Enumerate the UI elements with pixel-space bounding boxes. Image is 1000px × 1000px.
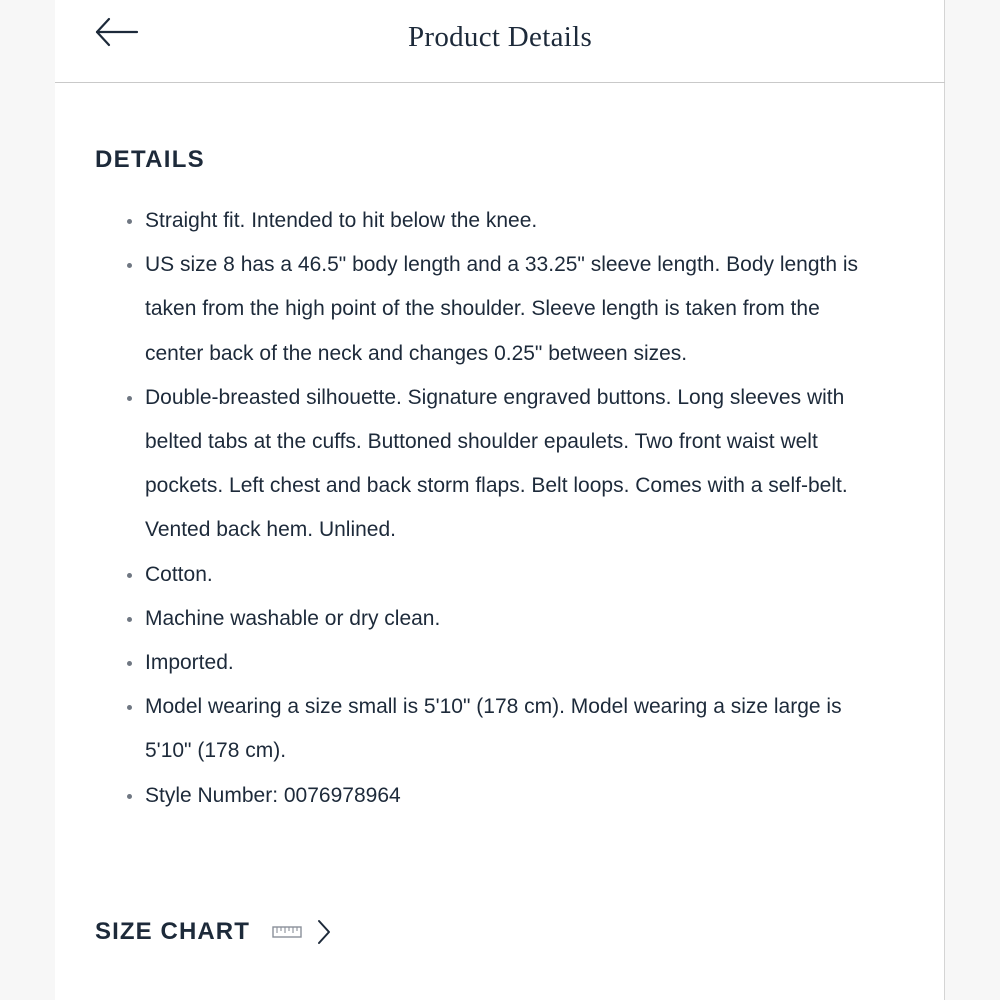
chevron-right-icon bbox=[316, 919, 332, 945]
product-details-panel bbox=[55, 0, 945, 1000]
list-item: Machine washable or dry clean. bbox=[127, 597, 867, 641]
header bbox=[55, 0, 945, 83]
size-chart-link[interactable] bbox=[95, 918, 332, 946]
list-item: Straight fit. Intended to hit below the knee. bbox=[127, 199, 867, 243]
list-item: Double-breasted silhouette. Signature engraved buttons. Long sleeves with belted tabs at the cuffs. Buttoned shoulder epaulets. Two front waist welt pockets. Left chest and back storm flaps. Belt loops. Comes with a self-belt. Vented back hem. Unlined. bbox=[127, 376, 867, 553]
list-item: US size 8 has a 46.5" body length and a 33.25" sleeve length. Body length is taken from the high point of the shoulder. Sleeve length is taken from the center back of the neck and changes 0.25" between sizes. bbox=[127, 243, 867, 376]
size-chart-label: SIZE CHART bbox=[95, 918, 250, 945]
list-item: Imported. bbox=[127, 641, 867, 685]
list-item: Style Number: 0076978964 bbox=[127, 774, 867, 818]
ruler-icon bbox=[272, 925, 302, 939]
details-list bbox=[127, 199, 867, 818]
page-title: Product Details bbox=[407, 21, 593, 53]
list-item: Cotton. bbox=[127, 553, 867, 597]
list-item: Model wearing a size small is 5'10" (178 cm). Model wearing a size large is 5'10" (178 cm). bbox=[127, 685, 867, 773]
details-heading: DETAILS bbox=[95, 146, 205, 173]
